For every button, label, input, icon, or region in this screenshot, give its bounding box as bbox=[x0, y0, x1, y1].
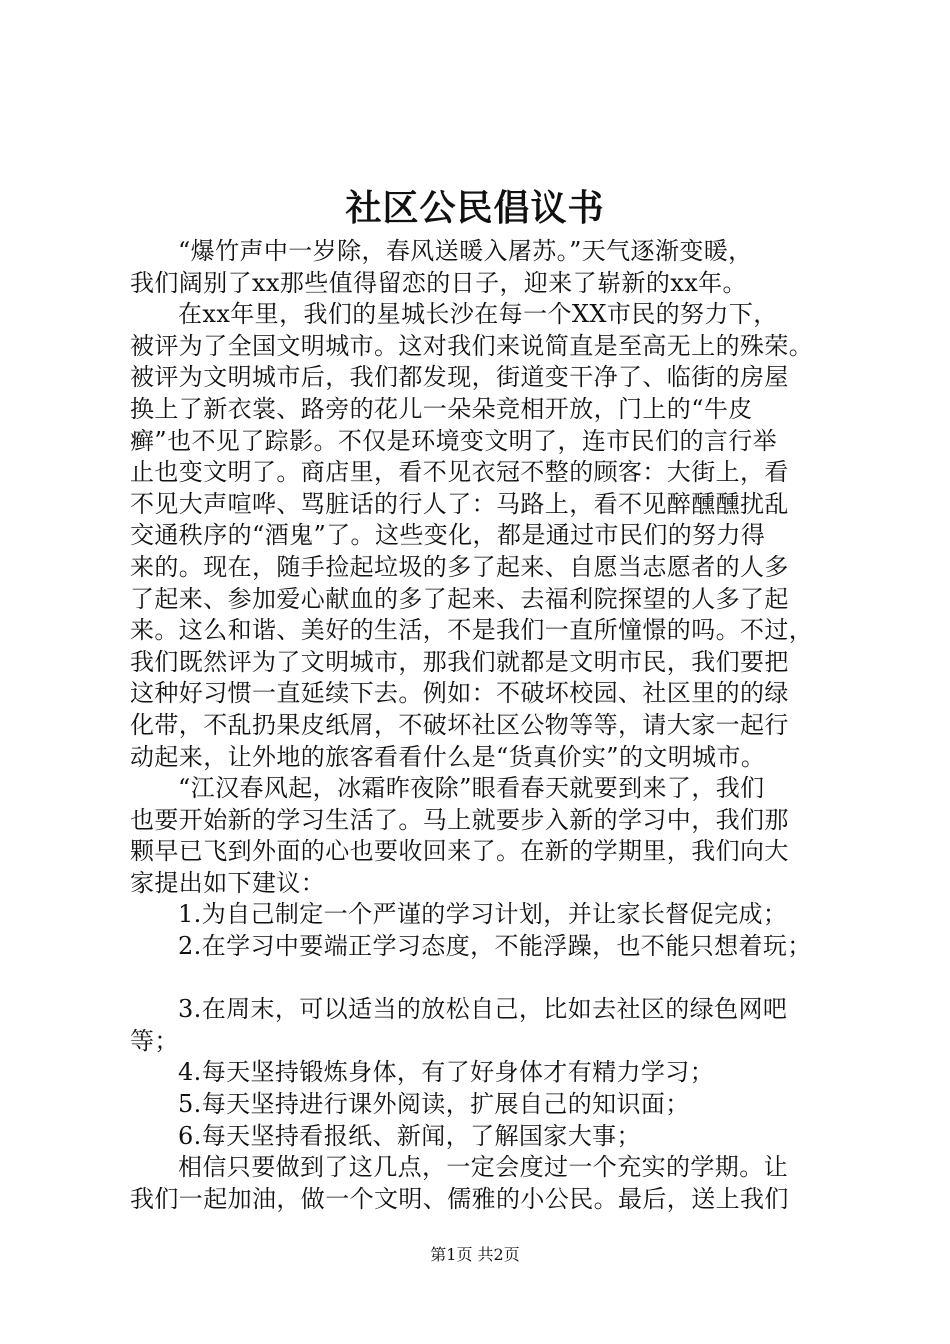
paragraph-line: 我们既然评为了文明城市，那我们就都是文明市民，我们要把 bbox=[130, 647, 789, 676]
paragraph-line: 来的。现在，随手捡起垃圾的多了起来、自愿当志愿者的人多 bbox=[130, 552, 789, 581]
blank-line bbox=[130, 963, 842, 995]
paragraph-line: 家提出如下建议： bbox=[130, 868, 326, 897]
paragraph-line: “江汉春风起，冰霜昨夜除”眼看春天就要到来了，我们 bbox=[178, 774, 765, 803]
paragraph-line: 也要开始新的学习生活了。马上就要步入新的学习中，我们那 bbox=[130, 805, 789, 834]
paragraph-line: 在xx年里，我们的星城长沙在每一个XX市民的努力下， bbox=[178, 300, 778, 329]
paragraph-line: 止也变文明了。商店里，看不见衣冠不整的顾客：大街上，看 bbox=[130, 458, 789, 487]
paragraph-line: 来。这么和谐、美好的生活，不是我们一直所憧憬的吗。不过， bbox=[130, 616, 814, 645]
paragraph-line: 我们阔别了xx那些值得留恋的日子，迎来了崭新的xx年。 bbox=[130, 268, 747, 297]
document-body bbox=[130, 236, 842, 1215]
paragraph-line: 癣”也不见了踪影。不仅是环境变文明了，连市民们的言行举 bbox=[130, 426, 778, 455]
paragraph-line: 颗早已飞到外面的心也要收回来了。在新的学期里，我们向大 bbox=[130, 837, 789, 866]
list-item: 1.为自己制定一个严谨的学习计划，并让家长督促完成； bbox=[178, 900, 788, 929]
paragraph-line: 我们一起加油，做一个文明、儒雅的小公民。最后，送上我们 bbox=[130, 1184, 789, 1213]
paragraph-line: 这种好习惯一直延续下去。例如：不破坏校园、社区里的的绿 bbox=[130, 679, 789, 708]
list-item: 6.每天坚持看报纸、新闻，了解国家大事； bbox=[178, 1121, 641, 1150]
list-item: 3.在周末，可以适当的放松自己，比如去社区的绿色网吧 bbox=[178, 995, 788, 1024]
list-item: 5.每天坚持进行课外阅读，扩展自己的知识面； bbox=[178, 1090, 690, 1119]
list-item-continuation: 等； bbox=[130, 1026, 179, 1055]
paragraph-line: 了起来、参加爱心献血的多了起来、去福利院探望的人多了起 bbox=[130, 584, 789, 613]
paragraph-line: 被评为了全国文明城市。这对我们来说简直是至高无上的殊荣。 bbox=[130, 331, 814, 360]
paragraph-line: 换上了新衣裳、路旁的花儿一朵朵竞相开放，门上的“牛皮 bbox=[130, 394, 753, 423]
paragraph-line: 化带，不乱扔果皮纸屑，不破坏社区公物等等，请大家一起行 bbox=[130, 710, 789, 739]
paragraph-line: 相信只要做到了这几点，一定会度过一个充实的学期。让 bbox=[178, 1153, 788, 1182]
list-item: 2.在学习中要端正学习态度，不能浮躁，也不能只想着玩； bbox=[178, 932, 812, 961]
paragraph-line: 动起来，让外地的旅客看看什么是“货真价实”的文明城市。 bbox=[130, 742, 766, 771]
page-footer: 第1页 共2页 bbox=[430, 1245, 520, 1264]
paragraph-line: 不见大声喧哗、骂脏话的行人了：马路上，看不见醉醺醺扰乱 bbox=[130, 489, 789, 518]
list-item: 4.每天坚持锻炼身体，有了好身体才有精力学习； bbox=[178, 1058, 715, 1087]
paragraph-line: 被评为文明城市后，我们都发现，街道变干净了、临街的房屋 bbox=[130, 363, 789, 392]
document-title: 社区公民倡议书 bbox=[345, 187, 605, 229]
paragraph-line: 交通秩序的“酒鬼”了。这些变化，都是通过市民们的努力得 bbox=[130, 521, 766, 550]
paragraph-line: “爆竹声中一岁除，春风送暖入屠苏。”天气逐渐变暖， bbox=[178, 237, 753, 265]
